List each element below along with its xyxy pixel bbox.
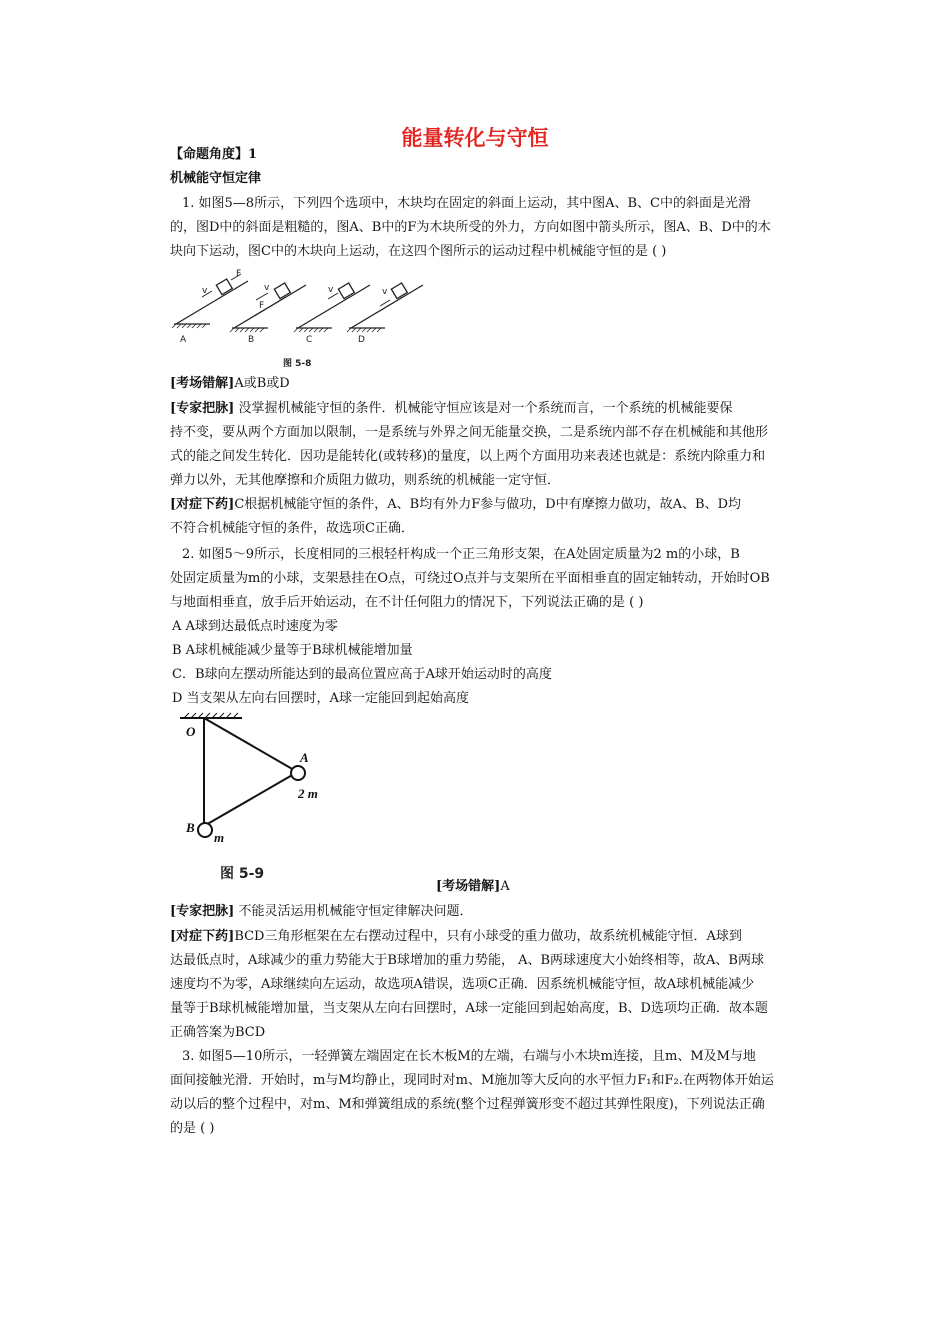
q1-remedy-line-2: 不符合机械能守恒的条件，故选项C正确． [170, 521, 414, 536]
label-a: A [300, 750, 309, 765]
q1-expert-line-3: 式的能之间发生转化．因功是能转化(或转移)的量度，以上两个方面用功来表述也就是：系统内除重力和 [170, 449, 766, 464]
figure-5-8-caption: 图 5-8 [283, 359, 312, 369]
section-heading: 机械能守恒定律 [170, 171, 262, 186]
q2-remedy-line-5: 正确答案为BCD [170, 1025, 266, 1040]
figure-5-8 [168, 266, 436, 374]
panel-c-label: C [306, 335, 313, 345]
q1-expert-text-1: 没掌握机械能守恒的条件．机械能守恒应该是对一个系统而言，一个系统的机械能要保 [234, 401, 733, 416]
q2-option-b: B A球机械能减少量等于B球机械能增加量 [172, 643, 413, 658]
q1-expert-line-4: 弹力以外，无其他摩擦和介质阻力做功，则系统的机械能一定守恒． [170, 473, 561, 488]
q1-line-3: 块向下运动，图C中的木块向上运动，在这四个图所示的运动过程中机械能守恒的是 ( ) [170, 244, 667, 259]
panel-b-label: B [248, 335, 255, 345]
panel-a-label: A [180, 335, 187, 345]
q2-remedy-line-3: 速度均不为零，A球继续向左运动，故选项A错误，选项C正确．因系统机械能守恒，故A球机械能减少 [170, 977, 755, 992]
q2-option-d: D 当支架从左向右回摆时，A球一定能回到起始高度 [172, 691, 469, 706]
q2-option-a: A A球到达最低点时速度为零 [172, 619, 338, 634]
q2-error-value: A [500, 879, 510, 894]
q1-error-line [170, 375, 290, 393]
panel-b-v-label: v [264, 283, 270, 293]
q2-error-line [436, 878, 510, 896]
label-o: O [186, 724, 196, 739]
panel-d-v-label: v [382, 287, 388, 297]
q2-expert-line [170, 903, 472, 921]
q1-expert-tag: [专家把脉] [170, 401, 235, 416]
q1-error-value: A或B或D [234, 376, 290, 391]
panel-c-v-label: v [328, 285, 334, 295]
q2-line-2: 处固定质量为m的小球，支架悬挂在O点，可绕过O点并与支架所在平面相垂直的固定轴转动，开始时OB [170, 571, 770, 586]
q1-expert-line-2: 持不变，要从两个方面加以限制，一是系统与外界之间无能量交换，二是系统内部不存在机械能和其他形 [170, 425, 769, 440]
label-b: B [186, 820, 195, 835]
page-title: 能量转化与守恒 [401, 126, 549, 150]
label-a-mass: 2 m [298, 786, 318, 801]
panel-a-v-label: v [202, 286, 208, 296]
q2-expert-text: 不能灵活运用机械能守恒定律解决问题． [234, 904, 473, 919]
ball-a [291, 766, 305, 780]
panel-b [230, 283, 306, 345]
figure-5-9-caption: 图 5-9 [220, 866, 265, 882]
q3-line-3: 动以后的整个过程中，对m、M和弹簧组成的系统(整个过程弹簧形变不超过其弹性限度)，下列说法正确 [170, 1097, 765, 1112]
label-b-mass: m [214, 830, 225, 845]
q2-remedy-tag: [对症下药] [170, 929, 235, 944]
q2-remedy-line-4: 量等于B球机械能增加量，当支架从左向右回摆时，A球一定能回到起始高度，B、D选项均正确．故本题 [170, 1001, 768, 1016]
q2-remedy-text-1: BCD三角形框架在左右摆动过程中，只有小球受的重力做功，故系统机械能守恒．A球到 [234, 929, 742, 944]
figure-5-9 [176, 712, 336, 886]
q1-error-tag: [考场错解] [170, 376, 235, 391]
panel-d-label: D [358, 335, 365, 345]
q3-line-1: 3. 如图5—10所示，一轻弹簧左端固定在长木板M的左端，右端与小木块m连接，且m、M及M与地 [182, 1049, 756, 1064]
panel-a [172, 269, 248, 345]
q2-remedy-line-1 [170, 928, 742, 946]
q2-option-c: C．B球向左摆动所能达到的最高位置应高于A球开始运动时的高度 [172, 667, 552, 682]
topic-angle-tag: 【命题角度】 [170, 147, 249, 162]
q1-remedy-line-1 [170, 496, 741, 514]
panel-a-f-label: F [236, 269, 242, 279]
topic-angle-line [170, 146, 257, 164]
q3-line-4: 的是 ( ) [170, 1121, 215, 1136]
q1-remedy-text-1: C根据机械能守恒的条件，A、B均有外力F参与做功，D中有摩擦力做功，故A、B、D均 [234, 497, 742, 512]
ball-b [198, 823, 212, 837]
topic-angle-value: 1 [248, 147, 258, 162]
q2-error-tag: [考场错解] [436, 879, 501, 894]
q2-line-1: 2. 如图5～9所示，长度相同的三根轻杆构成一个正三角形支架，在A处固定质量为2 m的小球，B [182, 547, 740, 562]
q1-line-1: 1. 如图5—8所示，下列四个选项中，木块均在固定的斜面上运动，其中图A、B、C中的斜面是光滑 [182, 196, 751, 211]
q1-remedy-tag: [对症下药] [170, 497, 235, 512]
q2-remedy-line-2: 达最低点时，A球减少的重力势能大于B球增加的重力势能， A、B两球速度大小始终相等，故A、B两球 [170, 953, 764, 968]
q3-line-2: 面间接触光滑．开始时，m与M均静止，现同时对m、M施加等大反向的水平恒力F₁和F₂.在两物体开始运 [170, 1073, 774, 1088]
q2-line-3: 与地面相垂直，放手后开始运动，在不计任何阻力的情况下，下列说法正确的是 ( ) [170, 595, 644, 610]
q1-expert-line-1 [170, 400, 732, 418]
panel-b-f-label: F [259, 301, 265, 311]
q2-expert-tag: [专家把脉] [170, 904, 235, 919]
q1-line-2: 的，图D中的斜面是粗糙的，图A、B中的F为木块所受的外力，方向如图中箭头所示，图A、B、D中的木 [170, 220, 771, 235]
